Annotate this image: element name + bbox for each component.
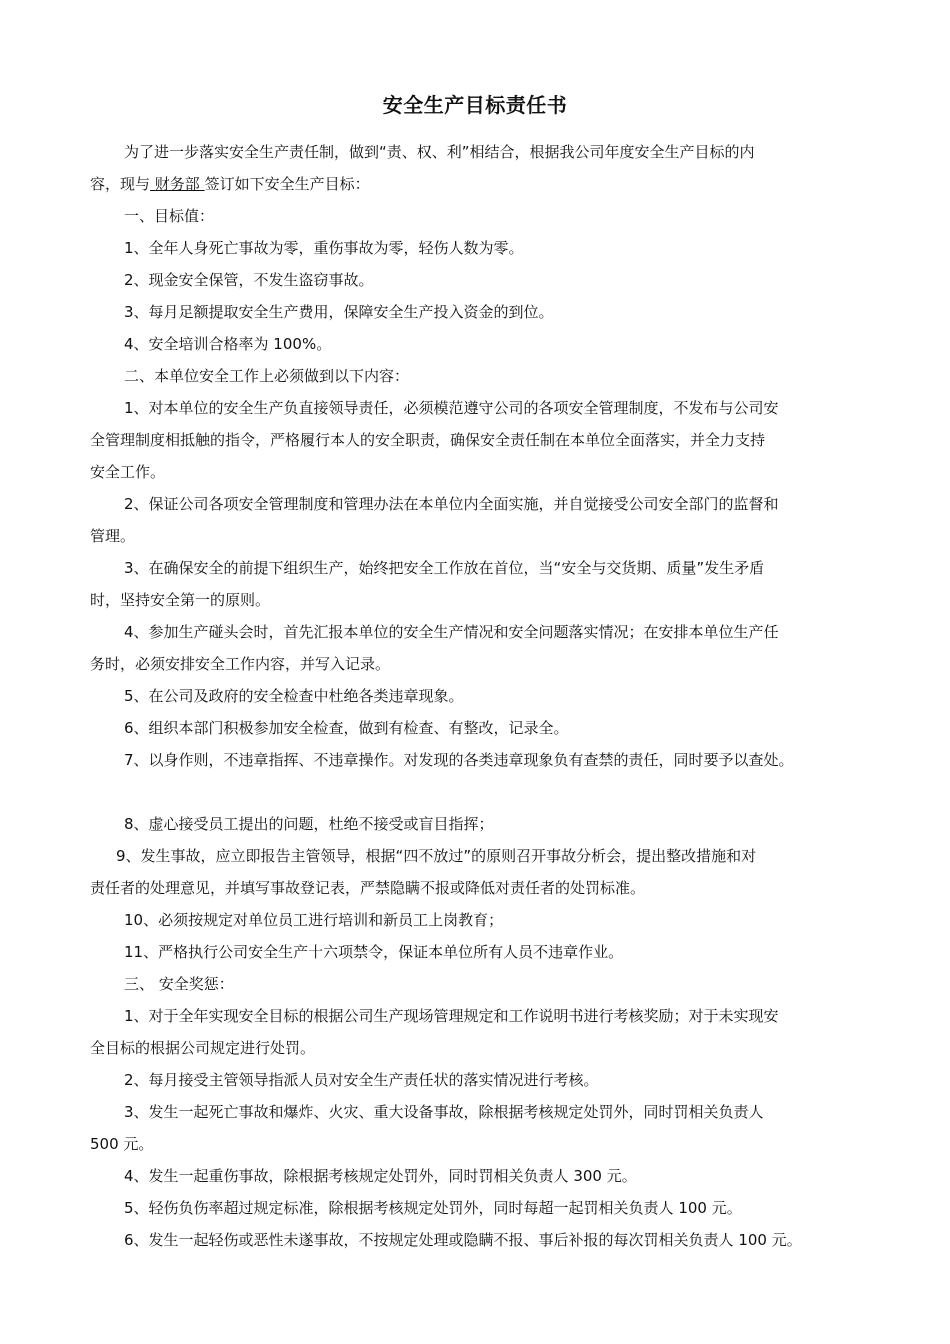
department-name: 财务部 [150, 175, 205, 193]
section-3-item-3-line-1: 3、发生一起死亡事故和爆炸、火灾、重大设备事故，除根据考核规定处罚外，同时罚相关负责人 [124, 1103, 764, 1121]
intro-line-1: 为了进一步落实安全生产责任制，做到“责、权、利”相结合，根据我公司年度安全生产目标的内 [124, 143, 755, 161]
section-2-item-2-line-2: 管理。 [90, 527, 136, 545]
section-3-item-1-line-1: 1、对于全年实现安全目标的根据公司生产现场管理规定和工作说明书进行考核奖励；对于未实现安 [124, 1007, 779, 1025]
section-2-item-1-line-1: 1、对本单位的安全生产负直接领导责任，必须模范遵守公司的各项安全管理制度，不发布与公司安 [124, 399, 779, 417]
section-1-item-3: 3、每月足额提取安全生产费用，保障安全生产投入资金的到位。 [124, 303, 554, 321]
section-2-item-9-line-2: 责任者的处理意见，并填写事故登记表，严禁隐瞒不报或降低对责任者的处罚标准。 [90, 879, 646, 897]
section-3-item-3-line-2: 500 元。 [90, 1135, 154, 1153]
section-3-item-5: 5、轻伤负伤率超过规定标准，除根据考核规定处罚外，同时每超一起罚相关负责人 100 元。 [124, 1199, 742, 1217]
section-3-item-1-line-2: 全目标的根据公司规定进行处罚。 [90, 1039, 316, 1057]
section-2-item-1-line-2: 全管理制度相抵触的指令，严格履行本人的安全职责，确保安全责任制在本单位全面落实，并全力支持 [90, 431, 766, 449]
section-1-item-2: 2、现金安全保管，不发生盗窃事故。 [124, 271, 374, 289]
section-2-item-11: 11、严格执行公司安全生产十六项禁令，保证本单位所有人员不违章作业。 [124, 943, 624, 961]
section-2-item-3-line-1: 3、在确保安全的前提下组织生产，始终把安全工作放在首位，当“安全与交货期、质量”发生矛盾 [124, 559, 765, 577]
section-1-item-1: 1、全年人身死亡事故为零，重伤事故为零，轻伤人数为零。 [124, 239, 524, 257]
section-3-item-2: 2、每月接受主管领导指派人员对安全生产责任状的落实情况进行考核。 [124, 1071, 599, 1089]
section-3-item-4: 4、发生一起重伤事故，除根据考核规定处罚外，同时罚相关负责人 300 元。 [124, 1167, 637, 1185]
section-3-heading: 三、 安全奖惩： [124, 975, 234, 993]
section-2-item-5: 5、在公司及政府的安全检查中杜绝各类违章现象。 [124, 687, 464, 705]
section-2-heading: 二、本单位安全工作上必须做到以下内容： [124, 367, 410, 385]
section-3-item-6: 6、发生一起轻伤或恶性未遂事故，不按规定处理或隐瞒不报、事后补报的每次罚相关负责人 100 元。 [124, 1231, 802, 1249]
section-1-item-4: 4、安全培训合格率为 100%。 [124, 335, 332, 353]
section-2-item-7: 7、以身作则，不违章指挥、不违章操作。对发现的各类违章现象负有查禁的责任，同时要予以查处。 [124, 751, 794, 769]
intro-prefix: 容，现与 [90, 175, 151, 193]
section-2-item-4-line-2: 务时，必须安排安全工作内容，并写入记录。 [90, 655, 391, 673]
section-2-item-3-line-2: 时，坚持安全第一的原则。 [90, 591, 271, 609]
section-2-item-4-line-1: 4、参加生产碰头会时，首先汇报本单位的安全生产情况和安全问题落实情况；在安排本单位生产任 [124, 623, 779, 641]
section-2-item-9-line-1: 9、发生事故，应立即报告主管领导，根据“四不放过”的原则召开事故分析会，提出整改措施和对 [116, 847, 757, 865]
section-2-item-6: 6、组织本部门积极参加安全检查，做到有检查、有整改，记录全。 [124, 719, 569, 737]
intro-line-2 [90, 174, 370, 194]
document-title: 安全生产目标责任书 [382, 93, 568, 117]
section-2-item-10: 10、必须按规定对单位员工进行培训和新员工上岗教育； [124, 911, 504, 929]
section-2-item-1-line-3: 安全工作。 [90, 463, 166, 481]
section-2-item-8: 8、虚心接受员工提出的问题，杜绝不接受或盲目指挥； [124, 815, 494, 833]
intro-suffix: 签订如下安全生产目标： [204, 175, 370, 193]
section-2-item-2-line-1: 2、保证公司各项安全管理制度和管理办法在本单位内全面实施，并自觉接受公司安全部门的监督和 [124, 495, 779, 513]
section-1-heading: 一、目标值： [124, 207, 215, 225]
